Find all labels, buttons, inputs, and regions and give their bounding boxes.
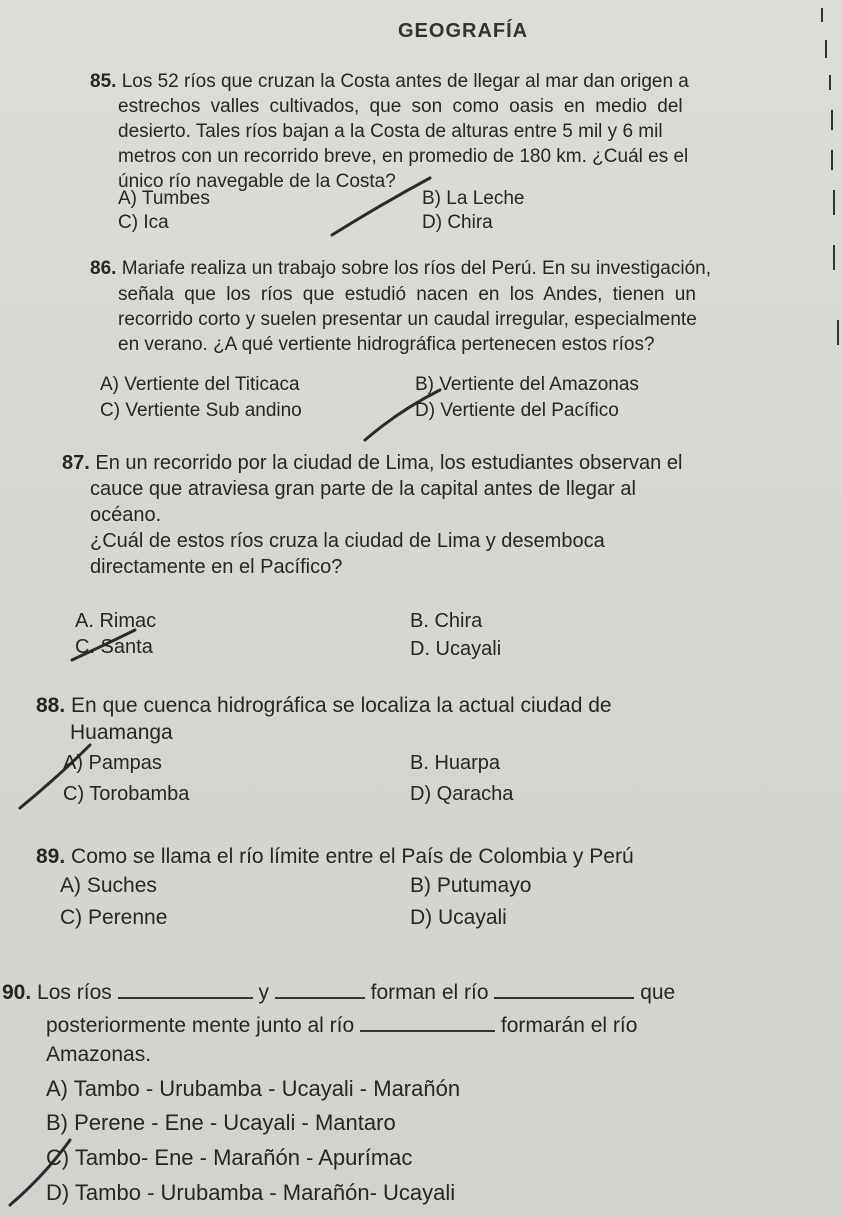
question-text-line: recorrido corto y suelen presentar un caudal irregular, especialmente [118, 309, 697, 330]
question-text-line: estrechos valles cultivados, que son como oasis en medio del [118, 96, 683, 117]
option-c[interactable]: C) Ica [118, 212, 169, 233]
question-text-line: océano. [90, 504, 162, 526]
option-a[interactable]: A. Rimac [75, 610, 157, 632]
option-c[interactable]: C) Torobamba [63, 783, 190, 805]
option-d[interactable]: D) Chira [422, 212, 493, 233]
question-text-line: Los 52 ríos que cruzan la Costa antes de llegar al mar dan origen a [121, 71, 689, 92]
question-89 [36, 845, 634, 868]
blank-4[interactable] [360, 1011, 495, 1032]
question-90 [2, 978, 675, 1004]
question-text-part: posteriormente mente junto al río [46, 1013, 355, 1037]
option-d[interactable]: D) Ucayali [410, 906, 507, 929]
question-87 [62, 452, 682, 475]
option-a[interactable]: A) Tumbes [118, 188, 210, 209]
option-b[interactable]: B. Huarpa [410, 752, 501, 774]
option-a[interactable]: A) Tambo - Urubamba - Ucayali - Marañón [46, 1076, 461, 1101]
blank-1[interactable] [118, 978, 253, 999]
option-d[interactable]: D) Vertiente del Pacífico [415, 400, 619, 421]
question-text-line: cauce que atraviesa gran parte de la capital antes de llegar al [90, 478, 636, 500]
page-title: GEOGRAFÍA [398, 20, 529, 42]
option-d[interactable]: D) Tambo - Urubamba - Marañón- Ucayali [46, 1180, 456, 1205]
question-text-line: directamente en el Pacífico? [90, 556, 343, 578]
question-text-line: Huamanga [70, 721, 173, 744]
question-text-line: Mariafe realiza un trabajo sobre los ríos del Perú. En su investigación, [121, 258, 712, 279]
question-86 [90, 257, 711, 280]
question-text-line: En que cuenca hidrográfica se localiza la actual ciudad de [71, 694, 612, 717]
question-number: 89. [36, 845, 66, 868]
question-text-line: en verano. ¿A qué vertiente hidrográfica pertenecen estos ríos? [118, 334, 655, 355]
question-text-line: desierto. Tales ríos bajan a la Costa de alturas entre 5 mil y 6 mil [118, 121, 663, 142]
option-c[interactable]: C) Vertiente Sub andino [100, 400, 302, 421]
option-d[interactable]: D) Qaracha [410, 783, 514, 805]
question-text-part: y [258, 980, 269, 1004]
option-b[interactable]: B) Putumayo [410, 874, 532, 897]
option-a[interactable]: A) Pampas [63, 752, 162, 774]
option-d[interactable]: D. Ucayali [410, 638, 502, 660]
question-text-line: metros con un recorrido breve, en promedio de 180 km. ¿Cuál es el [118, 146, 689, 167]
question-text-line: Como se llama el río límite entre el País de Colombia y Perú [71, 845, 634, 868]
blank-2[interactable] [275, 978, 365, 999]
option-c[interactable]: C. Santa [75, 636, 153, 658]
question-number: 86. [90, 258, 117, 279]
question-88 [36, 694, 612, 717]
question-number: 90. [2, 980, 32, 1004]
question-85 [90, 70, 689, 93]
question-number: 87. [62, 452, 90, 474]
question-text-line: ¿Cuál de estos ríos cruza la ciudad de Lima y desemboca [90, 530, 605, 552]
option-c[interactable]: C) Perenne [60, 906, 168, 929]
option-b[interactable]: B) Vertiente del Amazonas [415, 374, 639, 395]
question-text-line: único río navegable de la Costa? [118, 171, 396, 192]
question-number: 85. [90, 71, 117, 92]
question-number: 88. [36, 694, 66, 717]
question-text-line: Amazonas. [46, 1043, 152, 1066]
option-c[interactable]: C) Tambo- Ene - Marañón - Apurímac [46, 1145, 413, 1170]
question-text-line: señala que los ríos que estudió nacen en los Andes, tienen un [118, 284, 696, 305]
blank-3[interactable] [494, 978, 634, 999]
question-text-part: forman el río [370, 980, 489, 1004]
question-text-part: que [640, 980, 676, 1004]
option-b[interactable]: B. Chira [410, 610, 483, 632]
option-b[interactable]: B) Perene - Ene - Ucayali - Mantaro [46, 1110, 396, 1135]
option-a[interactable]: A) Vertiente del Titicaca [100, 374, 300, 395]
question-text-line: En un recorrido por la ciudad de Lima, los estudiantes observan el [95, 452, 683, 474]
question-text-part: Los ríos [37, 980, 112, 1004]
question-text-part: formarán el río [500, 1013, 638, 1037]
option-a[interactable]: A) Suches [60, 874, 157, 897]
question-text-line [46, 1011, 637, 1037]
option-b[interactable]: B) La Leche [422, 188, 525, 209]
